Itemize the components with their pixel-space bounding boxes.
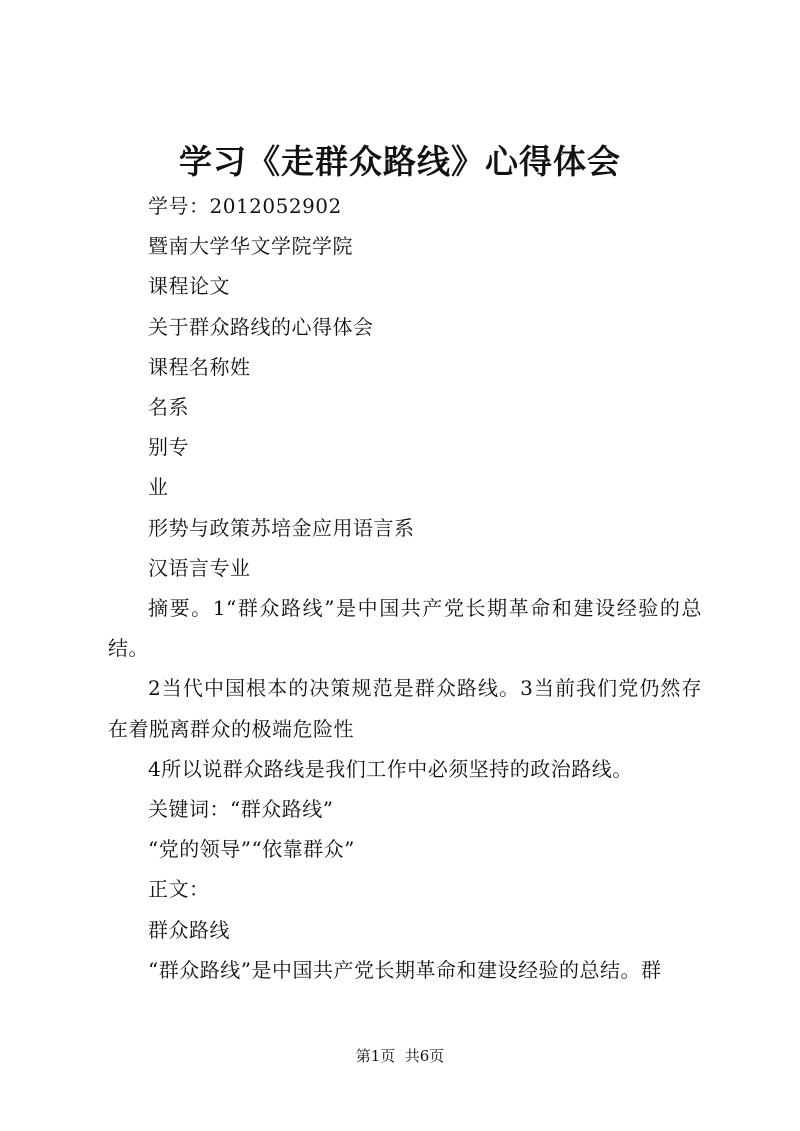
paragraph-name-dept: 名系: [148, 395, 189, 420]
paragraph-abstract-1: 摘要。1“群众路线”是中国共产党长期革命和建设经验的总结。: [108, 596, 702, 661]
paragraph-abstract-2: 2当代中国根本的决策规范是群众路线。3当前我们党仍然存在着脱离群众的极端危险性: [108, 676, 702, 741]
paragraph-course-paper: 课程论文: [148, 274, 230, 299]
paragraph-keywords: 关键词：“群众路线”: [148, 797, 334, 822]
paragraph-abstract-3: 4所以说群众路线是我们工作中必须坚持的政治路线。: [148, 756, 633, 781]
paragraph-section-heading: 群众路线: [148, 917, 230, 942]
paragraph-course-info: 形势与政策苏培金应用语言系: [148, 515, 415, 540]
paragraph-body-1: “群众路线”是中国共产党长期革命和建设经验的总结。群: [148, 957, 662, 982]
paragraph-keywords-2: “党的领导”“依靠群众”: [148, 837, 355, 862]
paragraph-main-text-label: 正文：: [148, 877, 210, 902]
document-body: [108, 186, 702, 990]
page-number: 第1页 共6页: [355, 1047, 445, 1065]
paragraph-paper-topic: 关于群众路线的心得体会: [148, 314, 374, 339]
paragraph-major: 业: [148, 475, 169, 500]
paragraph-major-name: 汉语言专业: [148, 555, 251, 580]
document-title: 学习《走群众路线》心得体会: [179, 142, 621, 181]
paragraph-course-name: 课程名称姓: [148, 354, 251, 379]
paragraph-university: 暨南大学华文学院学院: [148, 234, 353, 259]
page-footer: [0, 1046, 800, 1066]
paragraph-category: 别专: [148, 435, 189, 460]
paragraph-student-id: 学号：2012052902: [148, 194, 342, 218]
